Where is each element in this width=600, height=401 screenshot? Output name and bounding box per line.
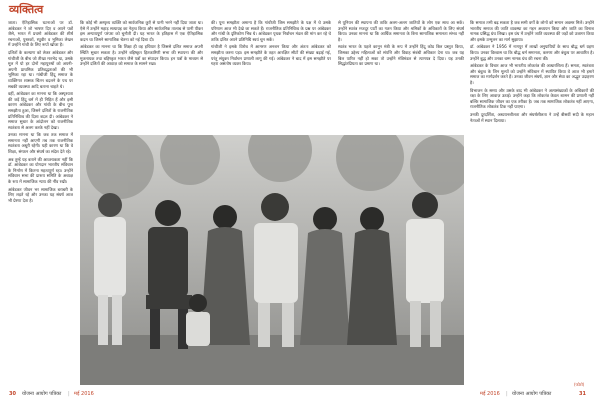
group-photograph xyxy=(80,135,464,385)
paragraph: जाता। ऐतिहासिक घटनाओं पर डॉ. आंबेडकर ने जो भाषण दिए व अपने पत्रों जैसे, भारत में प्रथमो आंबेडकर की शीर्ष रचनाओं, पुस्तकों, रघुवीर व भूमिका लेखन में उन्होंने गांधी के लिए रूपों खोजा है। xyxy=(8,20,73,48)
article-body xyxy=(8,20,594,386)
paragraph: की। पूना समझौता अमान्य है कि गांधीजी जिस समझौते के पक्ष में थे उसके परिणाम आज भी देखे जा सकते हैं। राजनीतिक प्रतिनिधित्व के प्रश्न पर आंबेडकर और गांधी के दृष्टिकोण भिन्न थे। आंबेडकर पृथक निर्वाचन मंडल की मांग कर रहे थे ताकि दलित अपने प्रतिनिधि स्वयं चुन सकें। xyxy=(211,20,331,42)
paragraph: से यूनियन की स्थापना की ताकि अलग-अलग जातियों के लोग एक साथ आ सकें। उन्होंने स्वतंत्र मजदूर पार्टी का गठन किया और श्रमिकों के अधिकारों के लिए संघर्ष किया। उनका मानना था कि आर्थिक समानता के बिना सामाजिक समानता संभव नहीं है। xyxy=(338,20,464,42)
page-number-right: 31 xyxy=(579,391,586,397)
paragraph: आंबेडकर के विचार आज भी भारतीय लोकतंत्र की आधारशिला हैं। समता, स्वतंत्रता और बंधुत्व के जिन मूल्यों को उन्होंने संविधान में स्थापित किया वे आज भी हमारे समाज का मार्गदर्शन करते हैं। उनका जीवन संघर्ष, ज्ञान और सेवा का अद्भुत उदाहरण है। xyxy=(470,63,594,85)
paragraph: विभाजन के समय और उसके बाद भी आंबेडकर ने अल्पसंख्यकों के अधिकारों की रक्षा के लिए आवाज़ उठाई। उन्होंने कहा कि लोकतंत्र केवल शासन की प्रणाली नहीं बल्कि सामाजिक जीवन का एक तरीका है। जब तक सामाजिक लोकतंत्र नहीं आएगा, राजनीतिक लोकतंत्र टिक नहीं पाएगा। xyxy=(470,87,594,110)
footer-separator: | xyxy=(506,391,508,397)
page-header xyxy=(0,0,600,18)
paragraph: अब तुम्हें यह बताने की आवश्यकता नहीं कि डॉ. आंबेडकर का योगदान भारतीय संविधान के निर्माण में कितना महत्वपूर्ण रहा। उन्होंने संविधान सभा की प्रारूप समिति के अध्यक्ष के रूप में सामाजिक न्याय की नींव रखी। xyxy=(8,156,73,185)
paragraph: उनका मानना था कि जब तक समाज में समानता नहीं आएगी तब तक राजनीतिक स्वतंत्रता अधूरी रहेगी। यही कारण था कि वे शिक्षा, संगठन और संघर्ष का संदेश देते रहे। xyxy=(8,132,73,155)
paragraph: आंबेडकर जीवन भर सामाजिक बराबरी के लिए लड़ते रहे और उनका यह संघर्ष आज भी प्रेरणा देता है। xyxy=(8,186,73,203)
text-column-4 xyxy=(338,20,464,132)
page-number-left: 30 xyxy=(9,391,16,397)
text-column-1 xyxy=(8,20,73,386)
paragraph: उनकी दूरदर्शिता, अध्ययनशीलता और संघर्षशीलता ने उन्हें बीसवीं सदी के महान नेताओं में स्थान दिलाया। xyxy=(470,111,594,123)
publication-name-right: योजना आयोग पत्रिका xyxy=(512,391,552,397)
text-column-5 xyxy=(470,20,594,386)
paragraph: गांधीजी ने इसके विरोध में आमरण अनशन किया और अंततः आंबेडकर को समझौता करना पड़ा। इस समझौते के तहत आरक्षित सीटों की संख्या बढ़ाई गई, परंतु संयुक्त निर्वाचन प्रणाली लागू की गई। आंबेडकर ने बाद में इस समझौते पर गहरा असंतोष व्यक्त किया। xyxy=(211,44,331,67)
paragraph: कि कोई भी अस्पृश्य व्यक्ति को सार्वजनिक कुएँ से पानी भरने नहीं दिया जाता था। ऐसे में उन्होंने महाड़ सत्याग्रह का नेतृत्व किया और सार्वजनिक तालाब से पानी पीकर इस अन्यायपूर्ण परंपरा को चुनौती दी। यह भारत के इतिहास में एक ऐतिहासिक कदम था जिसने सामाजिक चेतना को नई दिशा दी। xyxy=(80,20,203,42)
issue-date-right: मई 2016 xyxy=(480,391,500,397)
page-footer xyxy=(0,389,600,401)
paragraph: स्वतंत्र भारत के पहले कानून मंत्री के रूप में उन्होंने हिंदू कोड बिल प्रस्तुत किया, जिसका उद्देश्य महिलाओं को संपत्ति और विवाह संबंधी अधिकार देना था। जब यह बिल पारित नहीं हो सका तो उन्होंने मंत्रिमंडल से त्यागपत्र दे दिया। यह उनकी सिद्धांतप्रियता का प्रमाण था। xyxy=(338,44,464,67)
text-column-2 xyxy=(80,20,203,132)
paragraph: आंबेडकर का मानना था कि शिक्षा ही वह हथियार है जिससे दलित समाज अपनी स्थिति सुधार सकता है। उन्होंने बहिष्कृत हितकारिणी सभा की स्थापना की और मूकनायक तथा बहिष्कृत भारत जैसे पत्रों का संपादन किया। इन पत्रों के माध्यम से उन्होंने दलितों की आवाज़ को समाज के सामने रखा। xyxy=(80,44,203,67)
paragraph: डॉ. आंबेडकर ने 1956 में नागपुर में लाखों अनुयायियों के साथ बौद्ध धर्म ग्रहण किया। उनका विश्वास था कि बौद्ध धर्म समानता, करुणा और बंधुत्व पर आधारित है। उन्होंने बुद्ध और उनका धम्म नामक ग्रंथ की रचना की। xyxy=(470,44,594,61)
paragraph: दलितों के कल्याण को लेकर आंबेडकर और गांधीजी के बीच जो तीखा मतभेद था, उसके मूल में यो हर दोनों महापुरुषों को अपनी-अपनी प्राथमिक प्रतिबद्धताओं की भी भूमिका रहा था। गांधीजी हिंदू समाज के व्यक्तिगत शासक चिंतन बदलने के पथ पर सबकी व्यवस्था आदि बताना चाहते थे। xyxy=(8,49,73,89)
publication-name-left: योजना आयोग पत्रिका xyxy=(22,391,62,397)
issue-date-left: मई 2016 xyxy=(74,391,94,397)
section-title: व्यक्तित्व xyxy=(9,3,44,16)
paragraph: कि समाज तभी बढ़ सकता है जब सभी वर्गों के लोगों को समान अवसर मिलें। उन्होंने भारतीय समाज की जाति व्यवस्था का गहन अध्ययन किया और जाति का विनाश नामक प्रसिद्ध ग्रंथ लिखा। इस ग्रंथ में उन्होंने जाति व्यवस्था की जड़ों को उजागर किया और इसके उन्मूलन का मार्ग सुझाया। xyxy=(470,20,594,42)
paragraph: वहीं, आंबेडकर का मानना था कि अस्पृश्यता की जड़ें हिंदू धर्म में ही निहित हैं और इसी कारण आंबेडकर और गांधी के बीच पूना समझौता हुआ, जिसने दलितों के राजनीतिक प्रतिनिधित्व की दिशा बदल दी। आंबेडकर ने समाज सुधार के आंदोलन को राजनीतिक स्वतंत्रता से अलग करके नहीं देखा। xyxy=(8,91,73,130)
photo-illustration xyxy=(80,135,464,385)
text-column-3 xyxy=(211,20,331,132)
photo-credit: (फोटो) xyxy=(574,382,585,387)
footer-separator: | xyxy=(68,391,70,397)
